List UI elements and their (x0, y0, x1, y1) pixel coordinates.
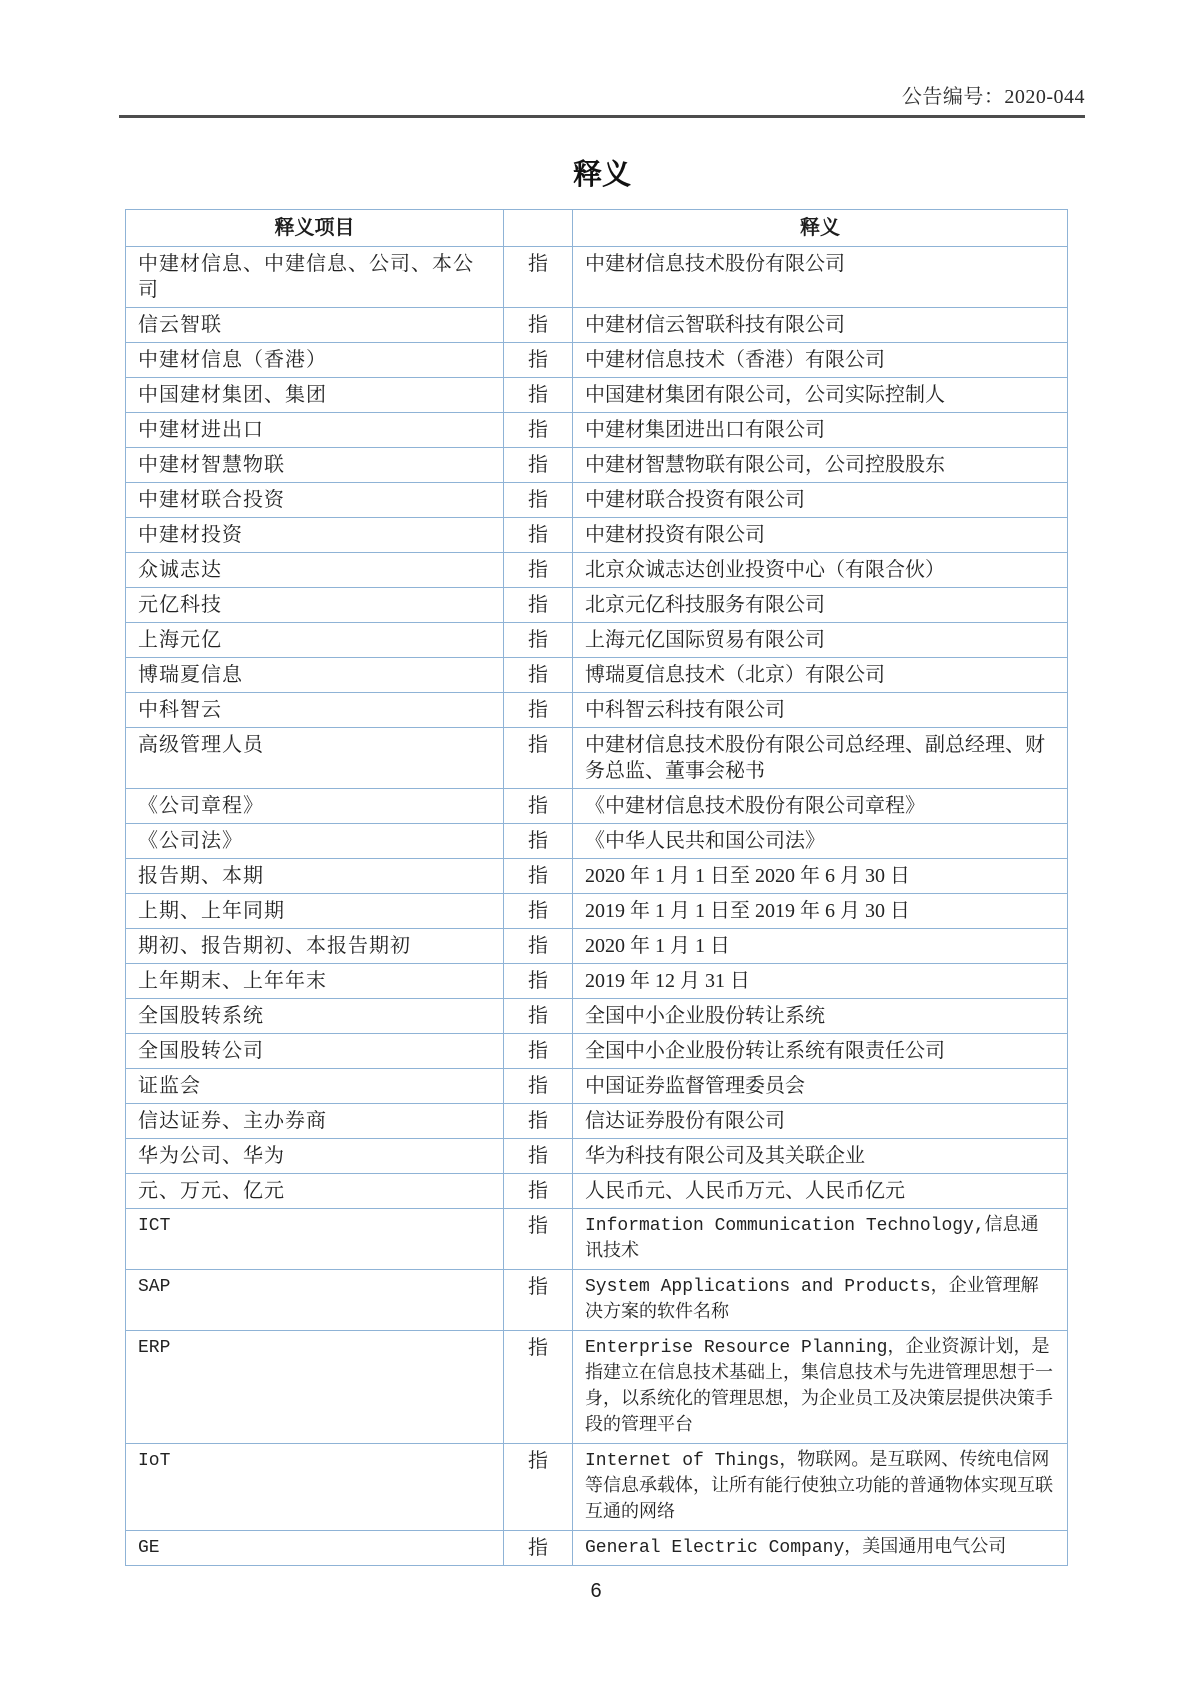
table-row (126, 448, 1068, 483)
definition-cell: General Electric Company，美国通用电气公司 (573, 1531, 1068, 1566)
term-cell: 元、万元、亿元 (126, 1174, 504, 1209)
definition-cell: 上海元亿国际贸易有限公司 (573, 623, 1068, 658)
definition-cell: 信达证券股份有限公司 (573, 1104, 1068, 1139)
term-cell: 华为公司、华为 (126, 1139, 504, 1174)
table-row (126, 343, 1068, 378)
table-row (126, 728, 1068, 789)
term-cell: 期初、报告期初、本报告期初 (126, 929, 504, 964)
definition-cell: 北京元亿科技服务有限公司 (573, 588, 1068, 623)
table-row (126, 483, 1068, 518)
definition-cell: 《中华人民共和国公司法》 (573, 824, 1068, 859)
term-cell: 全国股转系统 (126, 999, 504, 1034)
definition-cell: System Applications and Products，企业管理解决方案的软件名称 (573, 1270, 1068, 1331)
term-cell: 信达证券、主办券商 (126, 1104, 504, 1139)
term-cell: GE (126, 1531, 504, 1566)
table-row (126, 964, 1068, 999)
term-cell: 中建材进出口 (126, 413, 504, 448)
table-row (126, 999, 1068, 1034)
term-cell: 《公司法》 (126, 824, 504, 859)
term-cell: ICT (126, 1209, 504, 1270)
mid-cell: 指 (504, 1069, 573, 1104)
table-row (126, 413, 1068, 448)
mid-cell: 指 (504, 553, 573, 588)
mid-cell: 指 (504, 1104, 573, 1139)
definition-cell: 中建材投资有限公司 (573, 518, 1068, 553)
page-title: 释义 (572, 159, 631, 191)
definition-cell: 中建材集团进出口有限公司 (573, 413, 1068, 448)
mid-cell: 指 (504, 378, 573, 413)
mid-cell: 指 (504, 1444, 573, 1531)
definition-cell: 北京众诚志达创业投资中心（有限合伙） (573, 553, 1068, 588)
mid-cell: 指 (504, 413, 573, 448)
term-cell: 《公司章程》 (126, 789, 504, 824)
table-row (126, 1069, 1068, 1104)
mid-cell: 指 (504, 308, 573, 343)
table-row (126, 588, 1068, 623)
mid-cell: 指 (504, 824, 573, 859)
definition-cell: Internet of Things，物联网。是互联网、传统电信网等信息承载体，让所有能行使独立功能的普通物体实现互联互通的网络 (573, 1444, 1068, 1531)
term-cell: 全国股转公司 (126, 1034, 504, 1069)
term-cell: 中建材信息、中建信息、公司、本公司 (126, 247, 504, 308)
table-row (126, 789, 1068, 824)
term-cell: 中科智云 (126, 693, 504, 728)
mid-cell: 指 (504, 1139, 573, 1174)
term-cell: 中建材投资 (126, 518, 504, 553)
definition-cell: 中建材智慧物联有限公司，公司控股股东 (573, 448, 1068, 483)
mid-cell: 指 (504, 1531, 573, 1566)
definition-cell: 2020 年 1 月 1 日至 2020 年 6 月 30 日 (573, 859, 1068, 894)
column-header-definition: 释义 (573, 210, 1068, 247)
table-row (126, 1270, 1068, 1331)
term-cell: 中国建材集团、集团 (126, 378, 504, 413)
definition-cell: 中国建材集团有限公司，公司实际控制人 (573, 378, 1068, 413)
definition-cell: 中建材信息技术股份有限公司 (573, 247, 1068, 308)
mid-cell: 指 (504, 894, 573, 929)
definition-cell: 中建材信息技术股份有限公司总经理、副总经理、财务总监、董事会秘书 (573, 728, 1068, 789)
mid-cell: 指 (504, 623, 573, 658)
mid-cell: 指 (504, 483, 573, 518)
term-cell: 信云智联 (126, 308, 504, 343)
mid-cell: 指 (504, 1331, 573, 1444)
definition-cell: 中科智云科技有限公司 (573, 693, 1068, 728)
definition-cell: Information Communication Technology,信息通讯技术 (573, 1209, 1068, 1270)
table-row (126, 1104, 1068, 1139)
table-row (126, 623, 1068, 658)
document-header (119, 80, 1085, 115)
mid-cell: 指 (504, 728, 573, 789)
table-row (126, 378, 1068, 413)
column-header-term: 释义项目 (126, 210, 504, 247)
definition-cell: 华为科技有限公司及其关联企业 (573, 1139, 1068, 1174)
table-row (126, 308, 1068, 343)
term-cell: 证监会 (126, 1069, 504, 1104)
mid-cell: 指 (504, 588, 573, 623)
table-row (126, 1174, 1068, 1209)
mid-cell: 指 (504, 518, 573, 553)
mid-cell: 指 (504, 1174, 573, 1209)
term-cell: ERP (126, 1331, 504, 1444)
table-row (126, 894, 1068, 929)
mid-cell: 指 (504, 929, 573, 964)
table-row (126, 859, 1068, 894)
definition-cell: 中国证券监督管理委员会 (573, 1069, 1068, 1104)
term-cell: 博瑞夏信息 (126, 658, 504, 693)
table-row (126, 1034, 1068, 1069)
definition-cell: 人民币元、人民币万元、人民币亿元 (573, 1174, 1068, 1209)
term-cell: 上海元亿 (126, 623, 504, 658)
table-row (126, 1139, 1068, 1174)
mid-cell: 指 (504, 999, 573, 1034)
table-header-row (126, 210, 1068, 247)
term-cell: 中建材联合投资 (126, 483, 504, 518)
mid-cell: 指 (504, 789, 573, 824)
mid-cell: 指 (504, 247, 573, 308)
definition-cell: 中建材联合投资有限公司 (573, 483, 1068, 518)
definition-cell: 中建材信息技术（香港）有限公司 (573, 343, 1068, 378)
table-row (126, 929, 1068, 964)
mid-cell: 指 (504, 343, 573, 378)
term-cell: 上年期末、上年年末 (126, 964, 504, 999)
table-row (126, 1209, 1068, 1270)
definition-cell: 博瑞夏信息技术（北京）有限公司 (573, 658, 1068, 693)
table-row (126, 247, 1068, 308)
mid-cell: 指 (504, 1270, 573, 1331)
table-row (126, 1531, 1068, 1566)
table-row (126, 518, 1068, 553)
mid-cell: 指 (504, 658, 573, 693)
page-number: 6 (590, 1580, 602, 1602)
definitions-table (125, 209, 1068, 1566)
definition-cell: 全国中小企业股份转让系统 (573, 999, 1068, 1034)
announcement-number: 公告编号：2020-044 (901, 86, 1085, 108)
table-row (126, 1331, 1068, 1444)
term-cell: 上期、上年同期 (126, 894, 504, 929)
definition-cell: 全国中小企业股份转让系统有限责任公司 (573, 1034, 1068, 1069)
definition-cell: 2020 年 1 月 1 日 (573, 929, 1068, 964)
column-header-mid (504, 210, 573, 247)
header-rule (119, 115, 1085, 118)
mid-cell: 指 (504, 693, 573, 728)
definition-cell: 2019 年 1 月 1 日至 2019 年 6 月 30 日 (573, 894, 1068, 929)
term-cell: IoT (126, 1444, 504, 1531)
term-cell: SAP (126, 1270, 504, 1331)
term-cell: 中建材信息（香港） (126, 343, 504, 378)
definition-cell: 中建材信云智联科技有限公司 (573, 308, 1068, 343)
mid-cell: 指 (504, 859, 573, 894)
mid-cell: 指 (504, 448, 573, 483)
table-body (126, 247, 1068, 1566)
table-row (126, 1444, 1068, 1531)
mid-cell: 指 (504, 964, 573, 999)
mid-cell: 指 (504, 1209, 573, 1270)
table-row (126, 693, 1068, 728)
term-cell: 报告期、本期 (126, 859, 504, 894)
mid-cell: 指 (504, 1034, 573, 1069)
term-cell: 元亿科技 (126, 588, 504, 623)
definition-cell: 《中建材信息技术股份有限公司章程》 (573, 789, 1068, 824)
term-cell: 高级管理人员 (126, 728, 504, 789)
term-cell: 众诚志达 (126, 553, 504, 588)
table-row (126, 824, 1068, 859)
table-row (126, 553, 1068, 588)
table-row (126, 658, 1068, 693)
definition-cell: 2019 年 12 月 31 日 (573, 964, 1068, 999)
definition-cell: Enterprise Resource Planning，企业资源计划，是指建立在信息技术基础上，集信息技术与先进管理思想于一身，以系统化的管理思想，为企业员工及决策层提供决策手段的管理平台 (573, 1331, 1068, 1444)
term-cell: 中建材智慧物联 (126, 448, 504, 483)
